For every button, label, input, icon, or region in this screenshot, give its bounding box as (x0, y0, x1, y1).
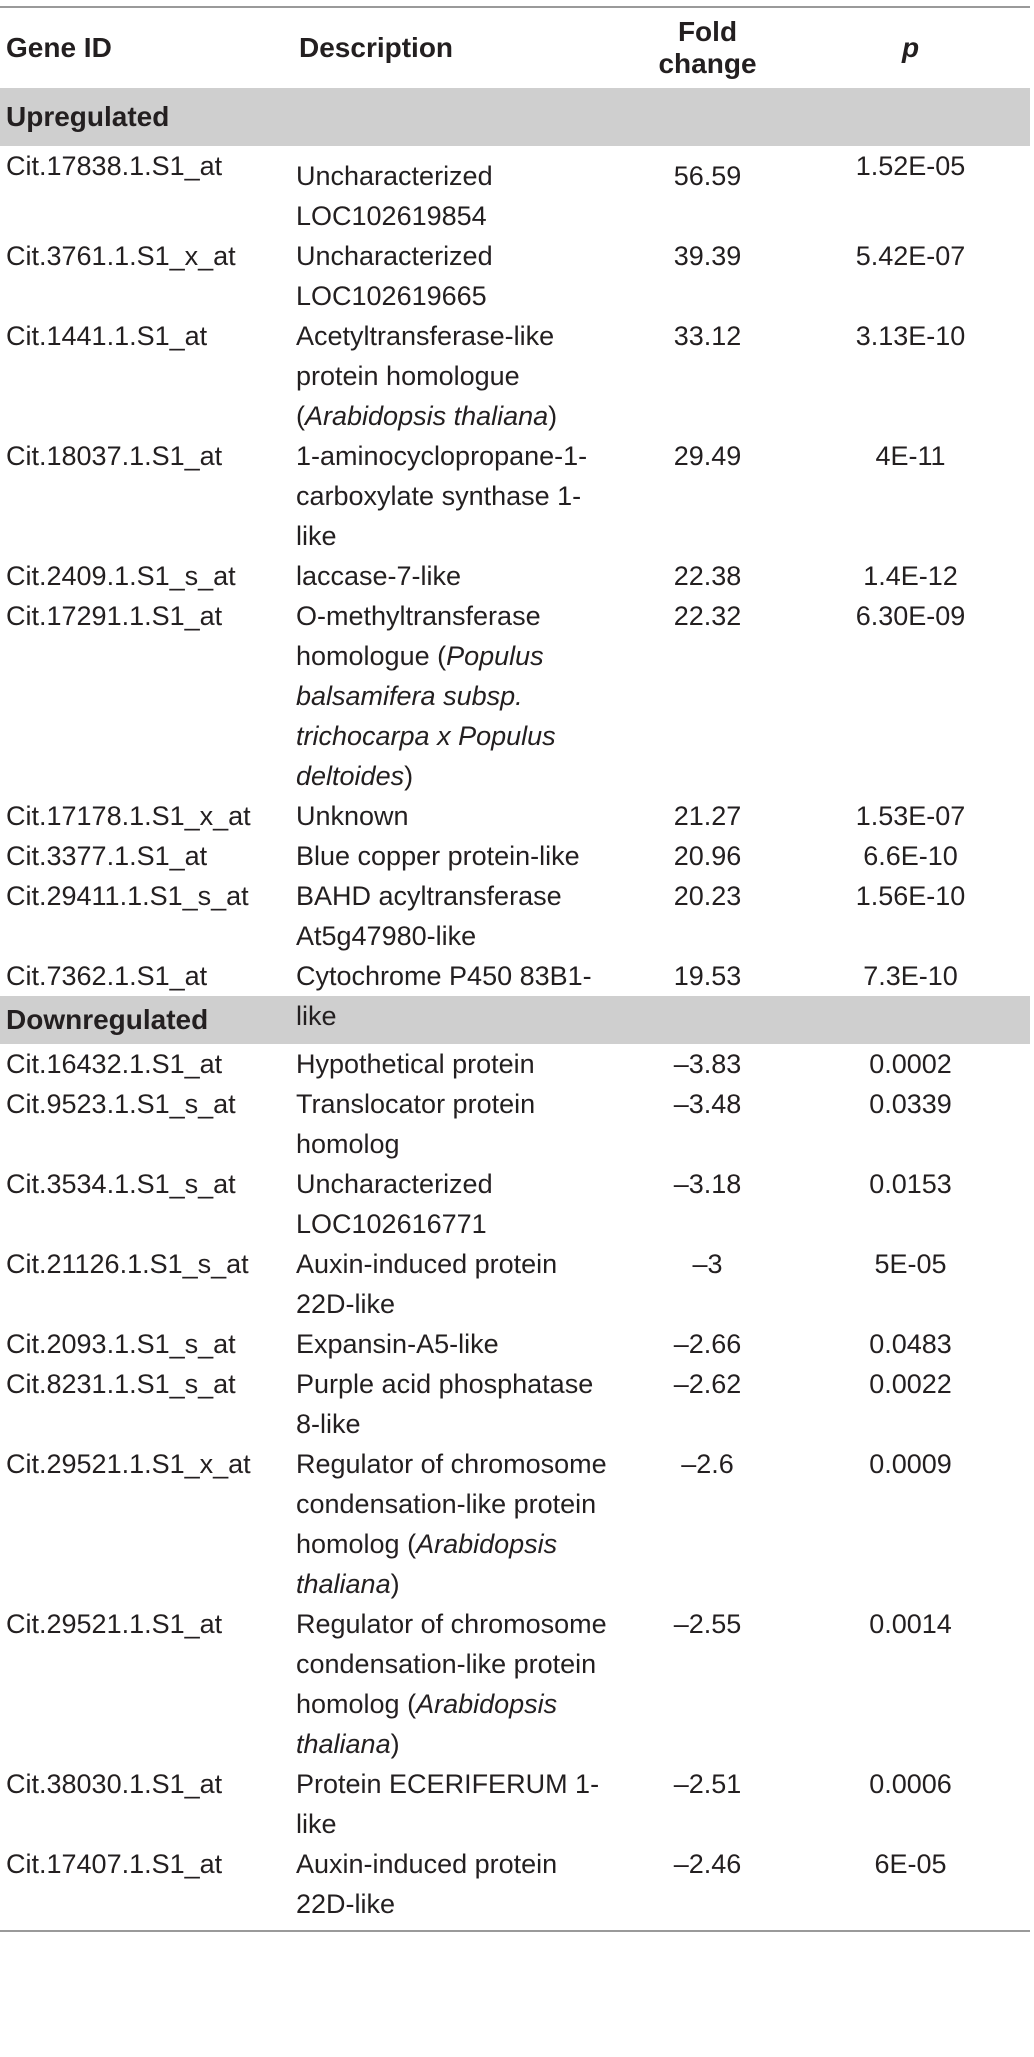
cell-description (293, 1764, 624, 1844)
cell-gene-id: Cit.1441.1.S1_at (6, 321, 208, 351)
table-row (0, 1164, 1030, 1244)
cell-p-value: 5E-05 (874, 1249, 947, 1279)
table-row (0, 1244, 1030, 1324)
cell-description (293, 1364, 624, 1444)
cell-fold-change: –2.62 (673, 1369, 742, 1399)
cell-gene-id: Cit.29521.1.S1_at (6, 1609, 223, 1639)
cell-fold-change: –2.6 (681, 1449, 734, 1479)
cell-p-value: 7.3E-10 (863, 961, 958, 991)
cell-fold-change: –3.48 (673, 1089, 742, 1119)
cell-p-value: 0.0014 (869, 1609, 952, 1639)
cell-p-value: 4E-11 (875, 441, 946, 471)
cell-gene-id: Cit.38030.1.S1_at (6, 1769, 223, 1799)
cell-description (293, 1044, 624, 1084)
cell-fold-change: –2.55 (673, 1609, 742, 1639)
cell-gene-id: Cit.29521.1.S1_x_at (6, 1449, 251, 1479)
table-row (0, 1844, 1030, 1924)
cell-p-value: 0.0022 (869, 1369, 952, 1399)
section-label: Downregulated (0, 996, 1030, 1044)
cell-gene-id: Cit.9523.1.S1_s_at (6, 1089, 236, 1119)
description-close: ) (548, 401, 558, 431)
cell-fold-change: 56.59 (673, 161, 742, 191)
cell-description (293, 1844, 624, 1924)
cell-gene-id: Cit.29411.1.S1_s_at (6, 881, 249, 911)
cell-fold-change: 22.32 (673, 601, 742, 631)
cell-p-value: 0.0002 (869, 1049, 952, 1079)
cell-description (293, 1444, 624, 1604)
description-text: Auxin-induced protein 22D-like (296, 1849, 558, 1919)
cell-fold-change: 21.27 (673, 801, 742, 831)
description-species: Arabidopsis thaliana (305, 401, 549, 431)
table-body (0, 88, 1030, 1924)
table-row (0, 1364, 1030, 1444)
cell-p-value: 6.30E-09 (855, 601, 966, 631)
description-text: Uncharacterized LOC102619854 (296, 161, 493, 231)
table-row (0, 1044, 1030, 1084)
table-row (0, 876, 1030, 956)
cell-description (293, 556, 624, 596)
description-text: Blue copper protein-like (296, 841, 580, 871)
cell-gene-id: Cit.2093.1.S1_s_at (6, 1329, 236, 1359)
cell-description (293, 1244, 624, 1324)
table-row (0, 796, 1030, 836)
cell-gene-id: Cit.3534.1.S1_s_at (6, 1169, 236, 1199)
cell-fold-change: 33.12 (673, 321, 742, 351)
description-text: Acetyltransferase-like protein homologue ( (296, 321, 555, 431)
description-text: laccase-7-like (296, 561, 462, 591)
description-text: O-methyltransferase homologue ( (296, 601, 541, 671)
description-text: 1-aminocyclopropane-1-carboxylate synthase 1-like (296, 441, 588, 551)
description-text: Uncharacterized LOC102616771 (296, 1169, 493, 1239)
cell-fold-change: –3.18 (673, 1169, 742, 1199)
cell-fold-change: 22.38 (673, 561, 742, 591)
cell-fold-change: –2.66 (673, 1329, 742, 1359)
description-text: Translocator protein homolog (296, 1089, 536, 1159)
cell-p-value: 1.56E-10 (855, 881, 966, 911)
cell-gene-id: Cit.21126.1.S1_s_at (6, 1249, 249, 1279)
description-text: Purple acid phosphatase 8-like (296, 1369, 594, 1439)
table-row (0, 836, 1030, 876)
cell-gene-id: Cit.17838.1.S1_at (6, 151, 223, 181)
cell-gene-id: Cit.17291.1.S1_at (6, 601, 223, 631)
data-table-document (0, 6, 1030, 1932)
section-row (0, 996, 1030, 1044)
cell-gene-id: Cit.17407.1.S1_at (6, 1849, 223, 1879)
cell-description (293, 956, 624, 1031)
description-close: ) (390, 1569, 400, 1599)
cell-description (293, 1084, 624, 1164)
cell-p-value: 1.52E-05 (855, 151, 966, 181)
description-species: Arabidopsis thaliana (296, 1689, 558, 1759)
description-text: Expansin-A5-like (296, 1329, 499, 1359)
cell-p-value: 0.0153 (869, 1169, 952, 1199)
cell-fold-change: –2.46 (673, 1849, 742, 1879)
cell-fold-change: 20.96 (673, 841, 742, 871)
cell-description (293, 596, 624, 796)
cell-p-value: 6.6E-10 (863, 841, 958, 871)
description-text: Uncharacterized LOC102619665 (296, 241, 493, 311)
table-row (0, 146, 1030, 236)
cell-description (293, 236, 624, 316)
gene-expression-table (0, 8, 1030, 1924)
cell-gene-id: Cit.8231.1.S1_s_at (6, 1369, 236, 1399)
cell-fold-change: –3 (692, 1249, 723, 1279)
table-row (0, 1764, 1030, 1844)
header-description: Description (299, 32, 454, 63)
cell-p-value: 6E-05 (874, 1849, 947, 1879)
section-label: Upregulated (0, 88, 1030, 146)
table-row (0, 1444, 1030, 1604)
cell-gene-id: Cit.3761.1.S1_x_at (6, 241, 236, 271)
table-row (0, 596, 1030, 796)
cell-description (293, 316, 624, 436)
table-row (0, 556, 1030, 596)
description-species: Arabidopsis thaliana (296, 1529, 558, 1599)
cell-description (293, 1164, 624, 1244)
cell-p-value: 0.0006 (869, 1769, 952, 1799)
cell-fold-change: 20.23 (673, 881, 742, 911)
cell-description (293, 1324, 624, 1364)
bottom-rule (0, 1930, 1030, 1932)
cell-p-value: 1.53E-07 (855, 801, 966, 831)
description-text: Protein ECERIFERUM 1-like (296, 1769, 600, 1839)
description-close: ) (404, 761, 414, 791)
cell-fold-change: 39.39 (673, 241, 742, 271)
cell-p-value: 0.0009 (869, 1449, 952, 1479)
cell-p-value: 1.4E-12 (863, 561, 958, 591)
section-row (0, 88, 1030, 146)
header-fold-change: Fold change (658, 16, 757, 79)
table-row (0, 1324, 1030, 1364)
description-species: Populus balsamifera subsp. trichocarpa x Populus deltoides (296, 641, 556, 791)
description-text: Regulator of chromosome condensation-like protein homolog ( (296, 1449, 607, 1559)
description-text: Hypothetical protein (296, 1049, 535, 1079)
cell-description (293, 436, 624, 556)
cell-p-value: 0.0483 (869, 1329, 952, 1359)
cell-p-value: 5.42E-07 (855, 241, 966, 271)
cell-description (293, 146, 624, 236)
cell-description (293, 836, 624, 876)
description-text: BAHD acyltransferase At5g47980-like (296, 881, 562, 951)
cell-fold-change: 19.53 (673, 961, 742, 991)
cell-description (293, 876, 624, 956)
cell-gene-id: Cit.3377.1.S1_at (6, 841, 208, 871)
header-gene-id: Gene ID (6, 32, 112, 63)
cell-p-value: 3.13E-10 (855, 321, 966, 351)
cell-gene-id: Cit.7362.1.S1_at (6, 961, 208, 991)
cell-fold-change: –2.51 (673, 1769, 742, 1799)
cell-gene-id: Cit.18037.1.S1_at (6, 441, 223, 471)
table-row (0, 1604, 1030, 1764)
cell-gene-id: Cit.2409.1.S1_s_at (6, 561, 236, 591)
description-text: Regulator of chromosome condensation-like protein homolog ( (296, 1609, 607, 1719)
cell-gene-id: Cit.16432.1.S1_at (6, 1049, 223, 1079)
header-p-value: p (901, 32, 920, 63)
description-text: Unknown (296, 801, 409, 831)
table-row (0, 956, 1030, 996)
header-row (0, 8, 1030, 88)
cell-fold-change: 29.49 (673, 441, 742, 471)
description-close: ) (390, 1729, 400, 1759)
description-text: Auxin-induced protein 22D-like (296, 1249, 558, 1319)
cell-gene-id: Cit.17178.1.S1_x_at (6, 801, 251, 831)
table-row (0, 236, 1030, 316)
description-text: Cytochrome P450 83B1-like (296, 961, 592, 1031)
cell-fold-change: –3.83 (673, 1049, 742, 1079)
cell-p-value: 0.0339 (869, 1089, 952, 1119)
cell-description (293, 796, 624, 836)
table-row (0, 1084, 1030, 1164)
cell-description (293, 1604, 624, 1764)
table-row (0, 436, 1030, 556)
table-row (0, 316, 1030, 436)
